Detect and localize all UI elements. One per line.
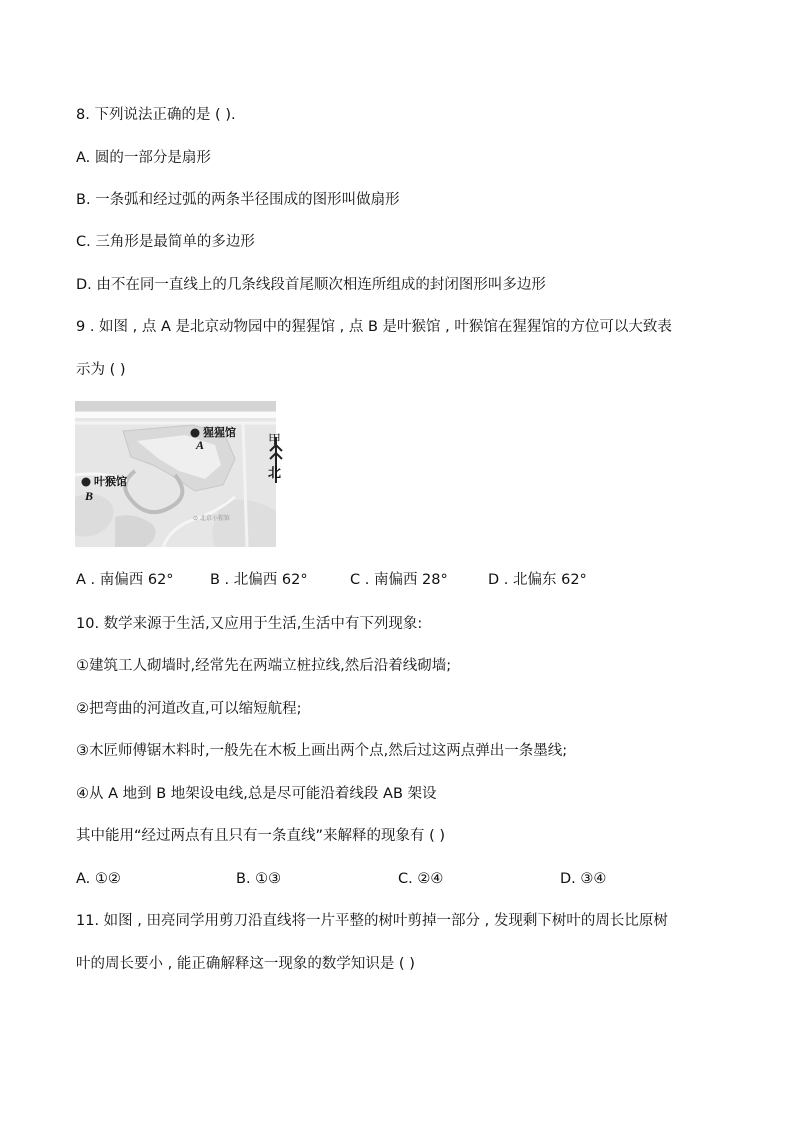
q10-item-1: ①建筑工人砌墙时,经常先在两端立桩拉线,然后沿着线砌墙;	[76, 658, 452, 674]
q10-option-b: B. ①③	[236, 871, 282, 887]
q9-map-figure	[75, 401, 282, 547]
q9-option-c: C . 南偏西 28°	[350, 572, 448, 588]
q10-item-2: ②把弯曲的河道改直,可以缩短航程;	[76, 701, 302, 717]
q8-option-a: A. 圆的一部分是扇形	[76, 150, 211, 166]
point-a-name: 猩猩馆	[203, 426, 236, 439]
q10-question: 其中能用“经过两点有且只有一条直线”来解释的现象有 ( )	[76, 828, 446, 844]
q10-option-c: C. ②④	[398, 871, 444, 887]
q8-option-b: B. 一条弧和经过弧的两条半径围成的图形叫做扇形	[76, 192, 400, 208]
point-a-letter: A	[196, 438, 205, 452]
north-arrow-bottom-label: 北	[268, 466, 282, 481]
q8-option-c: C. 三角形是最简单的多边形	[76, 234, 255, 250]
point-b-marker	[82, 478, 91, 487]
q10-item-4: ④从 A 地到 B 地架设电线,总是尽可能沿着线段 AB 架设	[76, 786, 437, 802]
point-b-letter: B	[85, 489, 94, 503]
q8-stem: 8. 下列说法正确的是 ( ).	[76, 107, 236, 123]
q11-stem-line1: 11. 如图 , 田亮同学用剪刀沿直线将一片平整的树叶剪掉一部分 , 发现剩下树叶的周长比原树	[76, 913, 668, 929]
point-a-marker	[191, 429, 200, 438]
q10-option-a: A. ①②	[76, 871, 121, 887]
q9-option-a: A . 南偏西 62°	[76, 572, 174, 588]
q10-item-3: ③木匠师傅锯木料时,一般先在木板上画出两个点,然后过这两点弹出一条墨线;	[76, 743, 568, 759]
q9-option-b: B . 北偏西 62°	[210, 572, 308, 588]
q9-options	[76, 570, 736, 590]
q9-option-d: D . 北偏东 62°	[488, 572, 587, 588]
q8-option-d: D. 由不在同一直线上的几条线段首尾顺次相连所组成的封闭图形叫多边形	[76, 277, 546, 293]
point-b-name: 叶猴馆	[94, 475, 127, 488]
north-arrow-top-label: 甲	[268, 433, 282, 448]
q10-options	[76, 869, 736, 889]
q10-option-d: D. ③④	[560, 871, 607, 887]
q10-stem: 10. 数学来源于生活,又应用于生活,生活中有下列现象:	[76, 616, 423, 632]
q9-stem-line1: 9 . 如图 , 点 A 是北京动物园中的猩猩馆 , 点 B 是叶猴馆 , 叶猴馆在猩猩馆的方位可以大致表	[76, 319, 672, 335]
q11-stem-line2: 叶的周长要小 , 能正确解释这一现象的数学知识是 ( )	[76, 956, 415, 972]
map-watermark: ⊙ 北京小猩馆	[193, 515, 230, 522]
q9-stem-line2: 示为 ( )	[76, 362, 126, 378]
